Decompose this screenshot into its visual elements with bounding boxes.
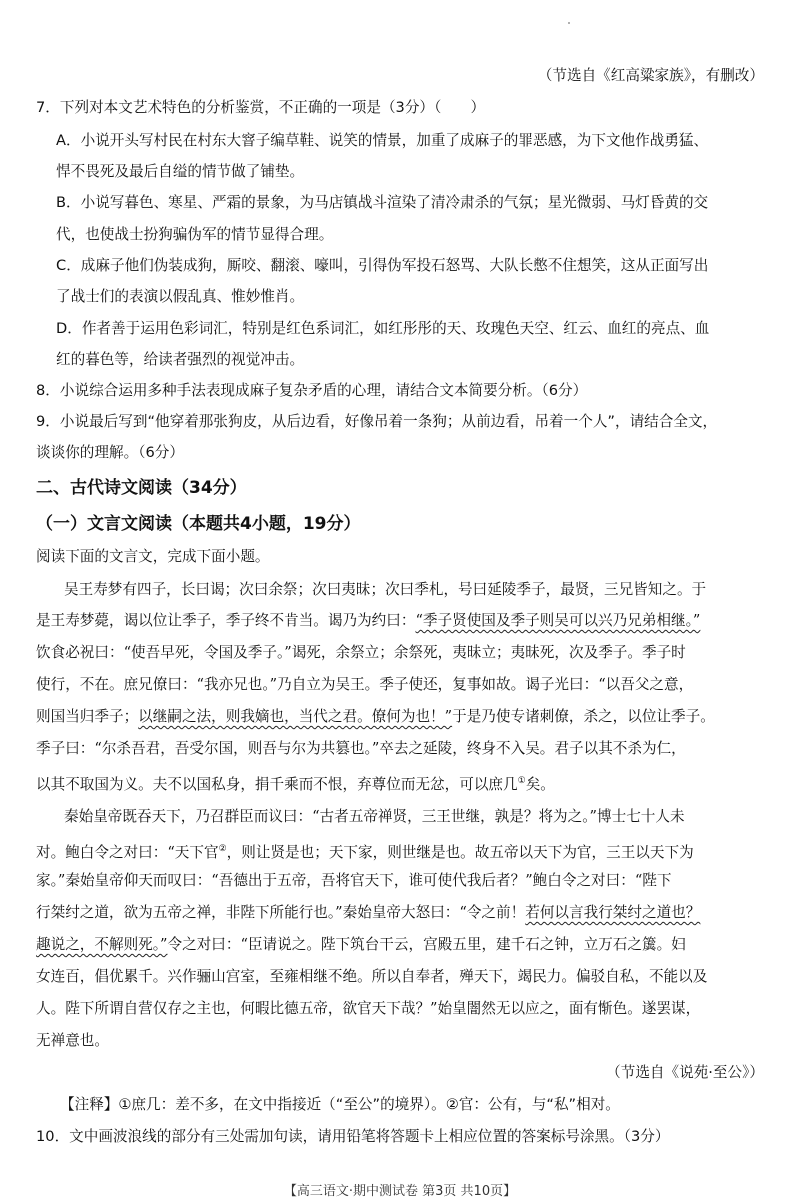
passage-text: 矣。 [525,775,555,793]
question-7-option-b: B．小说写暮色、寒星、严霜的景象，为马店镇战斗渲染了清冷肃杀的气氛；星光微弱、马灯昏黄的交 [56,194,709,211]
annotation-note: 【注释】①庶几：差不多，在文中指接近（“至公”的境界）。②官：公有，与“私”相对。 [60,1096,620,1113]
question-10: 10．文中画波浪线的部分有三处需加句读，请用铅笔将答题卡上相应位置的答案标号涂黑。（3分） [36,1128,670,1145]
passage-text: 则国当归季子； [36,708,139,725]
passage-2-line: 无禅意也。 [36,1032,109,1049]
passage-text: 是王寿梦薨，谒以位让季子，季子终不肯当。谒乃为约曰： [36,612,416,629]
passage-1-line: 吴王寿梦有四子，长曰谒；次曰余祭；次曰夷昧；次曰季札，号曰延陵季子，最贤，三兄皆知之。于 [64,581,707,598]
question-7-option-c-cont: 了战士们的表演以假乱真、惟妙惟肖。 [56,288,305,305]
wavy-underlined-text: 趣说之，不解则死。” [36,936,168,953]
question-7-option-b-cont: 代，也使战士扮狗骗伪军的情节显得合理。 [56,226,334,243]
footnote-marker: ② [218,844,227,854]
passage-text: ，则让贤是也；天下家，则世继是也。故五帝以天下为官，三王以天下为 [226,843,694,861]
passage-2-line: 女连百，倡优累千。兴作骊山宫室，至雍相继不绝。所以自奉者，殚天下，竭民力。偏驳自私，不能以及 [36,968,708,985]
question-7-option-c: C．成麻子他们伪装成狗，厮咬、翻滚、嚎叫，引得伪军投石怒骂、大队长憋不住想笑，这从正面写出 [56,257,709,274]
passage-1-line: 饮食必祝曰：“使吾早死，令国及季子。”谒死，余祭立；余祭死，夷昧立；夷昧死，次及季子。季子时 [36,644,686,661]
subsection-heading: （一）文言文阅读（本题共4小题，19分） [36,514,361,534]
question-8: 8．小说综合运用多种手法表现成麻子复杂矛盾的心理，请结合文本简要分析。（6分） [36,382,588,399]
passage-text: 令之对曰：“臣请说之。陛下筑台干云，宫殿五里，建千石之钟，立万石之簴。妇 [167,936,686,953]
source-citation-top: （节选自《红高粱家族》，有删改） [537,67,764,84]
passage-2-line: 秦始皇帝既吞天下，乃召群臣而议曰：“古者五帝禅贤，三王世继，孰是？将为之。”博士七十人未 [64,808,685,825]
passage-text: 于是乃使专诸刺僚，杀之，以位让季子。 [452,708,715,725]
passage-text: 行桀纣之道，欲为五帝之禅，非陛下所能行也。”秦始皇帝大怒曰：“令之前！ [36,904,526,921]
passage-2-line: 家。”秦始皇帝仰天而叹曰：“吾德出于五帝，吾将官天下，谁可使代我后者？”鲍白令之对曰：“陛下 [36,872,672,889]
question-7-option-d-cont: 红的暮色等，给读者强烈的视觉冲击。 [56,351,305,368]
footnote-marker: ① [517,776,526,786]
question-9-cont: 谈谈你的理解。（6分） [36,444,184,461]
question-7-option-a-cont: 悍不畏死及最后自缢的情节做了铺垫。 [56,163,305,180]
passage-1-line [36,707,715,727]
passage-text: 对。鲍白令之对曰：“天下官 [36,843,219,861]
scan-speck [568,22,570,24]
passage-2-line [36,935,686,955]
question-7-option-d: D．作者善于运用色彩词汇，特别是红色系词汇，如红彤彤的天、玫瑰色天空、红云、血红的亮点、血 [56,320,710,337]
page-footer: 【高三语文·期中测试卷 第3页 共10页】 [283,1184,517,1199]
wavy-underlined-text: 以继嗣之法，则我嫡也，当代之君。僚何为也！” [138,708,453,725]
source-citation: （节选自《说苑·至公》） [606,1064,764,1081]
passage-1-line: 使行，不在。庶兄僚曰：“我亦兄也。”乃自立为吴王。季子使还，复事如故。谒子光曰：“以吾父之意， [36,676,694,693]
question-7-option-a: A．小说开头写村民在村东大窨子编草鞋、说笑的情景，加重了成麻子的罪恶感，为下文他作战勇猛、 [56,132,709,149]
section-heading: 二、古代诗文阅读（34分） [36,478,247,498]
passage-1-line [36,611,700,631]
passage-2-line: 人。陛下所谓自营仅存之主也，何暇比德五帝，欲官天下哉？”始皇闇然无以应之，面有惭色。遂罢谋， [36,1000,701,1017]
reading-instruction: 阅读下面的文言文，完成下面小题。 [36,548,270,565]
question-9: 9．小说最后写到“他穿着那张狗皮，从后边看，好像吊着一条狗；从前边看，吊着一个人”，请结合全文， [36,413,718,430]
passage-1-line [36,771,555,795]
passage-2-line [36,839,694,863]
wavy-underlined-text: 若何以言我行桀纣之道也？ [525,904,701,921]
passage-text: 以其不取国为义。夫不以国私身，捐千乘而不恨，弃尊位而无忿，可以庶几 [36,775,518,793]
passage-2-line [36,903,700,923]
question-7-stem: 7．下列对本文艺术特色的分析鉴赏，不正确的一项是（3分）（ ） [36,99,486,116]
wavy-underlined-text: “季子贤使国及季子则吴可以兴乃兄弟相继。” [415,612,701,629]
passage-1-line: 季子曰：“尔杀吾君，吾受尔国，则吾与尔为共篡也。”卒去之延陵，终身不入吴。君子以其不杀为仁， [36,740,686,757]
